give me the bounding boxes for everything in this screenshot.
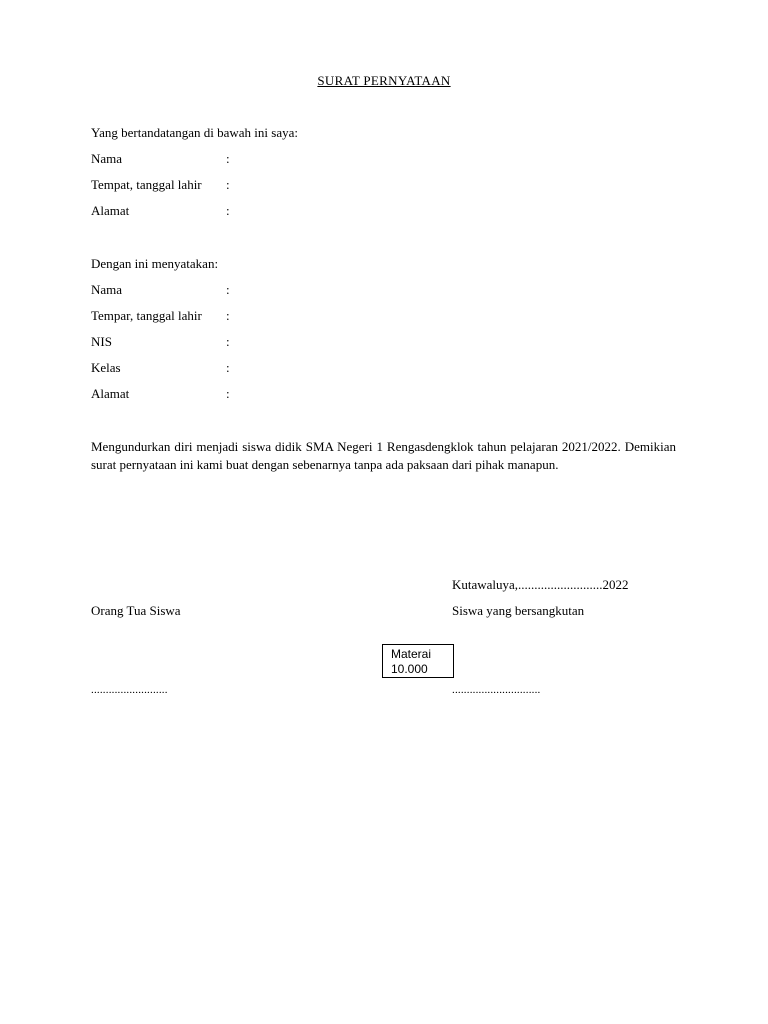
right-signature-line: .............................. [452, 684, 541, 696]
student-field-class [91, 360, 230, 376]
field-label: Nama [91, 282, 123, 297]
field-colon: : [226, 308, 230, 323]
signer-field-address [91, 203, 230, 219]
field-colon: : [226, 386, 230, 401]
field-colon: : [226, 334, 230, 349]
field-label: Alamat [91, 203, 130, 218]
student-field-nis [91, 334, 230, 350]
stamp-box [382, 644, 454, 678]
stamp-line-1: Materai [391, 647, 432, 661]
field-label: Tempat, tanggal lahir [91, 177, 202, 192]
signer-field-name [91, 151, 230, 167]
student-field-birth [91, 308, 230, 324]
student-field-name [91, 282, 230, 298]
field-label: Alamat [91, 386, 130, 401]
field-label: Nama [91, 151, 123, 166]
field-colon: : [226, 360, 230, 375]
intro-line: Yang bertandatangan di bawah ini saya: [91, 125, 298, 140]
left-signer-label: Orang Tua Siswa [91, 603, 181, 618]
field-colon: : [226, 177, 230, 192]
document-title: SURAT PERNYATAAN [317, 73, 451, 88]
declaration-intro: Dengan ini menyatakan: [91, 256, 219, 271]
field-colon: : [226, 151, 230, 166]
student-field-address [91, 386, 230, 402]
stamp-line-2: 10.000 [391, 662, 428, 676]
field-colon: : [226, 282, 230, 297]
field-label: Kelas [91, 360, 121, 375]
field-label: Tempar, tanggal lahir [91, 308, 202, 323]
statement-paragraph: Mengundurkan diri menjadi siswa didik SMA Negeri 1 Rengasdengklok tahun pelajaran 2021/2022. Demikian surat pernyataan ini kami buat dengan sebenarnya tanpa ada paksaan dari pihak manapun. [91, 439, 676, 472]
right-signer-label: Siswa yang bersangkutan [452, 603, 585, 618]
field-label: NIS [91, 334, 112, 349]
left-signature-line: .......................... [91, 684, 168, 696]
signer-field-birth [91, 177, 230, 193]
place-date: Kutawaluya,..........................2022 [452, 577, 629, 592]
field-colon: : [226, 203, 230, 218]
